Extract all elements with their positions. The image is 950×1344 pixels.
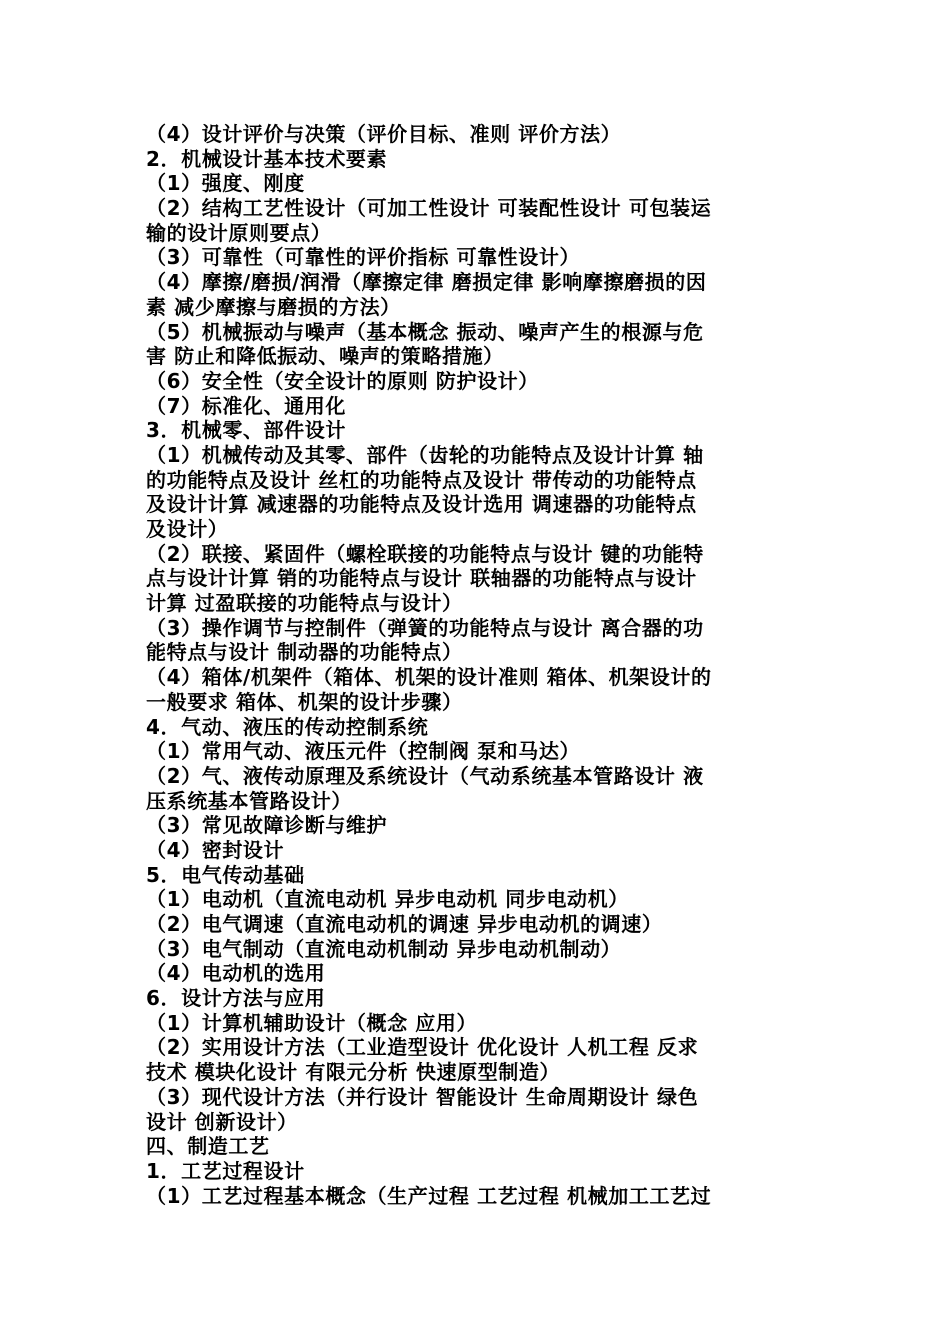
text-line: （3）常见故障诊断与维护 xyxy=(146,813,388,838)
text-line: （1）常用气动、液压元件（控制阀 泵和马达） xyxy=(146,739,581,764)
text-line: （1）强度、刚度 xyxy=(146,171,305,196)
text-line: 输的设计原则要点） xyxy=(146,220,332,245)
text-line: 及设计） xyxy=(146,517,229,541)
text-line: （1）机械传动及其零、部件（齿轮的功能特点及设计计算 轴 xyxy=(146,442,704,467)
text-line: （4）设计评价与决策（评价目标、准则 评价方法） xyxy=(146,122,622,146)
text-line: （3）电气制动（直流电动机制动 异步电动机制动） xyxy=(146,936,622,961)
section-heading: 1．工艺过程设计 xyxy=(146,1158,305,1183)
text-line: 及设计计算 减速器的功能特点及设计选用 调速器的功能特点 xyxy=(146,492,697,517)
text-line: 素 减少摩擦与磨损的方法） xyxy=(146,294,401,319)
section-heading: 4．气动、液压的传动控制系统 xyxy=(146,714,429,739)
text-line: 技术 模块化设计 有限元分析 快速原型制造） xyxy=(146,1060,561,1085)
document-body xyxy=(146,122,808,1208)
section-heading: 3．机械零、部件设计 xyxy=(146,418,346,443)
text-line: （4）摩擦/磨损/润滑（摩擦定律 磨损定律 影响摩擦磨损的因 xyxy=(146,270,707,295)
text-line: 一般要求 箱体、机架的设计步骤） xyxy=(146,689,463,714)
text-line: 的功能特点及设计 丝杠的功能特点及设计 带传动的功能特点 xyxy=(146,467,697,492)
section-heading: 2．机械设计基本技术要素 xyxy=(146,146,388,171)
section-heading: 6．设计方法与应用 xyxy=(146,986,326,1011)
text-line: （1）计算机辅助设计（概念 应用） xyxy=(146,1010,478,1035)
text-line: 害 防止和降低振动、噪声的策略措施） xyxy=(146,344,504,369)
text-line: （6）安全性（安全设计的原则 防护设计） xyxy=(146,368,539,393)
text-line: （5）机械振动与噪声（基本概念 振动、噪声产生的根源与危 xyxy=(146,319,704,344)
section-heading: 5．电气传动基础 xyxy=(146,862,305,887)
text-line: 压系统基本管路设计） xyxy=(146,788,352,813)
text-line: （7）标准化、通用化 xyxy=(146,393,346,418)
text-line: （4）密封设计 xyxy=(146,837,285,862)
text-line: 能特点与设计 制动器的功能特点） xyxy=(146,640,463,665)
text-line: 设计 创新设计） xyxy=(146,1109,298,1134)
text-line: 计算 过盈联接的功能特点与设计） xyxy=(146,591,463,616)
text-line: （2）电气调速（直流电动机的调速 异步电动机的调速） xyxy=(146,912,663,936)
text-line: （2）实用设计方法（工业造型设计 优化设计 人机工程 反求 xyxy=(146,1035,699,1060)
text-line: （2）气、液传动原理及系统设计（气动系统基本管路设计 液 xyxy=(146,763,704,788)
text-line: （4）箱体/机架件（箱体、机架的设计准则 箱体、机架设计的 xyxy=(146,665,712,690)
text-line: 点与设计计算 销的功能特点与设计 联轴器的功能特点与设计 xyxy=(146,566,697,591)
text-line: （3）操作调节与控制件（弹簧的功能特点与设计 离合器的功 xyxy=(146,615,704,640)
text-line: （2）联接、紧固件（螺栓联接的功能特点与设计 键的功能特 xyxy=(146,541,704,566)
text-line: （3）现代设计方法（并行设计 智能设计 生命周期设计 绿色 xyxy=(146,1084,699,1109)
text-line: （1）工艺过程基本概念（生产过程 工艺过程 机械加工工艺过 xyxy=(146,1183,712,1208)
text-line: （1）电动机（直流电动机 异步电动机 同步电动机） xyxy=(146,887,629,912)
text-line: （3）可靠性（可靠性的评价指标 可靠性设计） xyxy=(146,245,581,270)
chapter-heading: 四、制造工艺 xyxy=(146,1134,270,1159)
text-line: （2）结构工艺性设计（可加工性设计 可装配性设计 可包装运 xyxy=(146,196,712,221)
text-line: （4）电动机的选用 xyxy=(146,961,326,986)
